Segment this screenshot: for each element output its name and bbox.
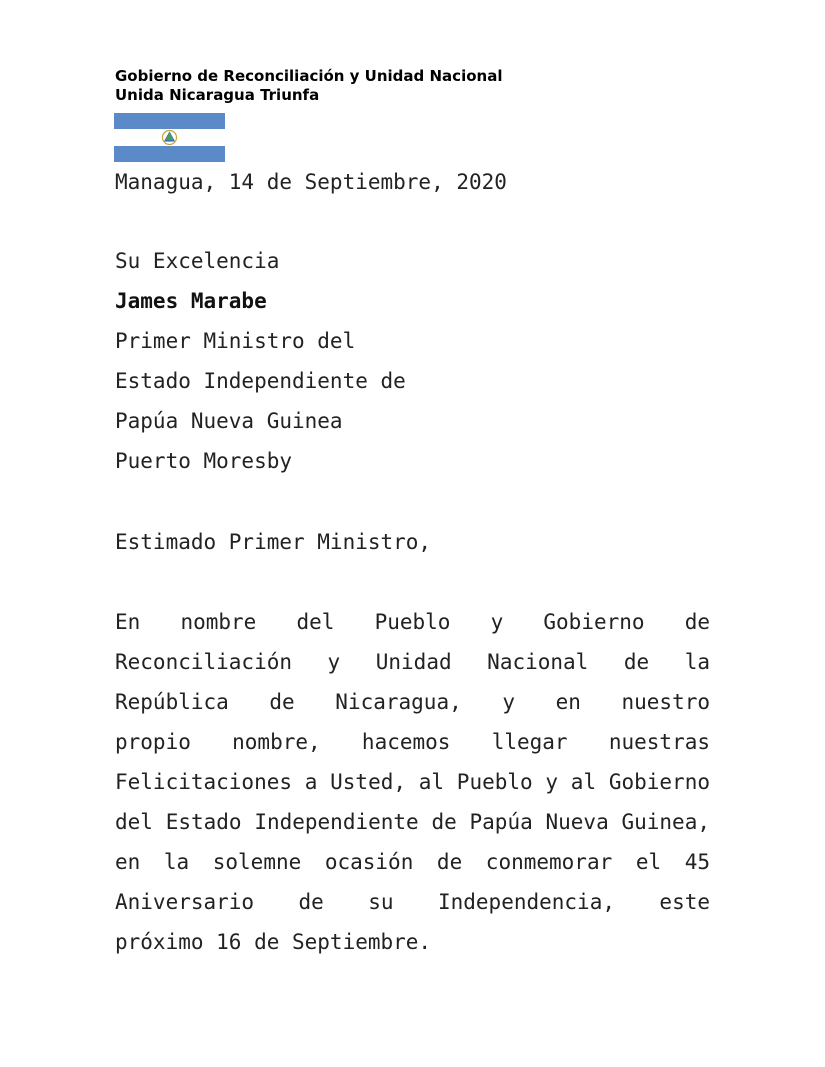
recipient-name: James Marabe — [115, 289, 267, 313]
letterhead-government-name: Gobierno de Reconciliación y Unidad Nacional — [115, 67, 503, 85]
recipient-title: Su Excelencia — [115, 249, 280, 273]
body-line: Reconciliación y Unidad Nacional de la — [115, 650, 710, 674]
recipient-position: Primer Ministro del — [115, 329, 356, 353]
body-line: del Estado Independiente de Papúa Nueva Guinea, — [115, 810, 710, 834]
body-line: República de Nicaragua, y en nuestro — [115, 690, 710, 714]
body-line: En nombre del Pueblo y Gobierno de — [115, 610, 710, 634]
body-line: propio nombre, hacemos llegar nuestras — [115, 730, 710, 754]
salutation: Estimado Primer Ministro, — [115, 530, 432, 554]
letter-body — [115, 608, 710, 968]
recipient-block — [115, 247, 406, 487]
body-line: próximo 16 de Septiembre. — [115, 930, 432, 954]
recipient-city: Puerto Moresby — [115, 449, 293, 473]
body-line: Aniversario de su Independencia, este — [115, 890, 710, 914]
recipient-country: Papúa Nueva Guinea — [115, 409, 343, 433]
letterhead-motto: Unida Nicaragua Triunfa — [115, 86, 320, 104]
recipient-state: Estado Independiente de — [115, 369, 406, 393]
body-line: en la solemne ocasión de conmemorar el 45 — [115, 850, 710, 874]
letter-date: Managua, 14 de Septiembre, 2020 — [115, 170, 507, 194]
nicaragua-flag-icon — [114, 113, 225, 162]
letterhead — [115, 67, 502, 105]
body-line: Felicitaciones a Usted, al Pueblo y al Gobierno — [115, 770, 710, 794]
